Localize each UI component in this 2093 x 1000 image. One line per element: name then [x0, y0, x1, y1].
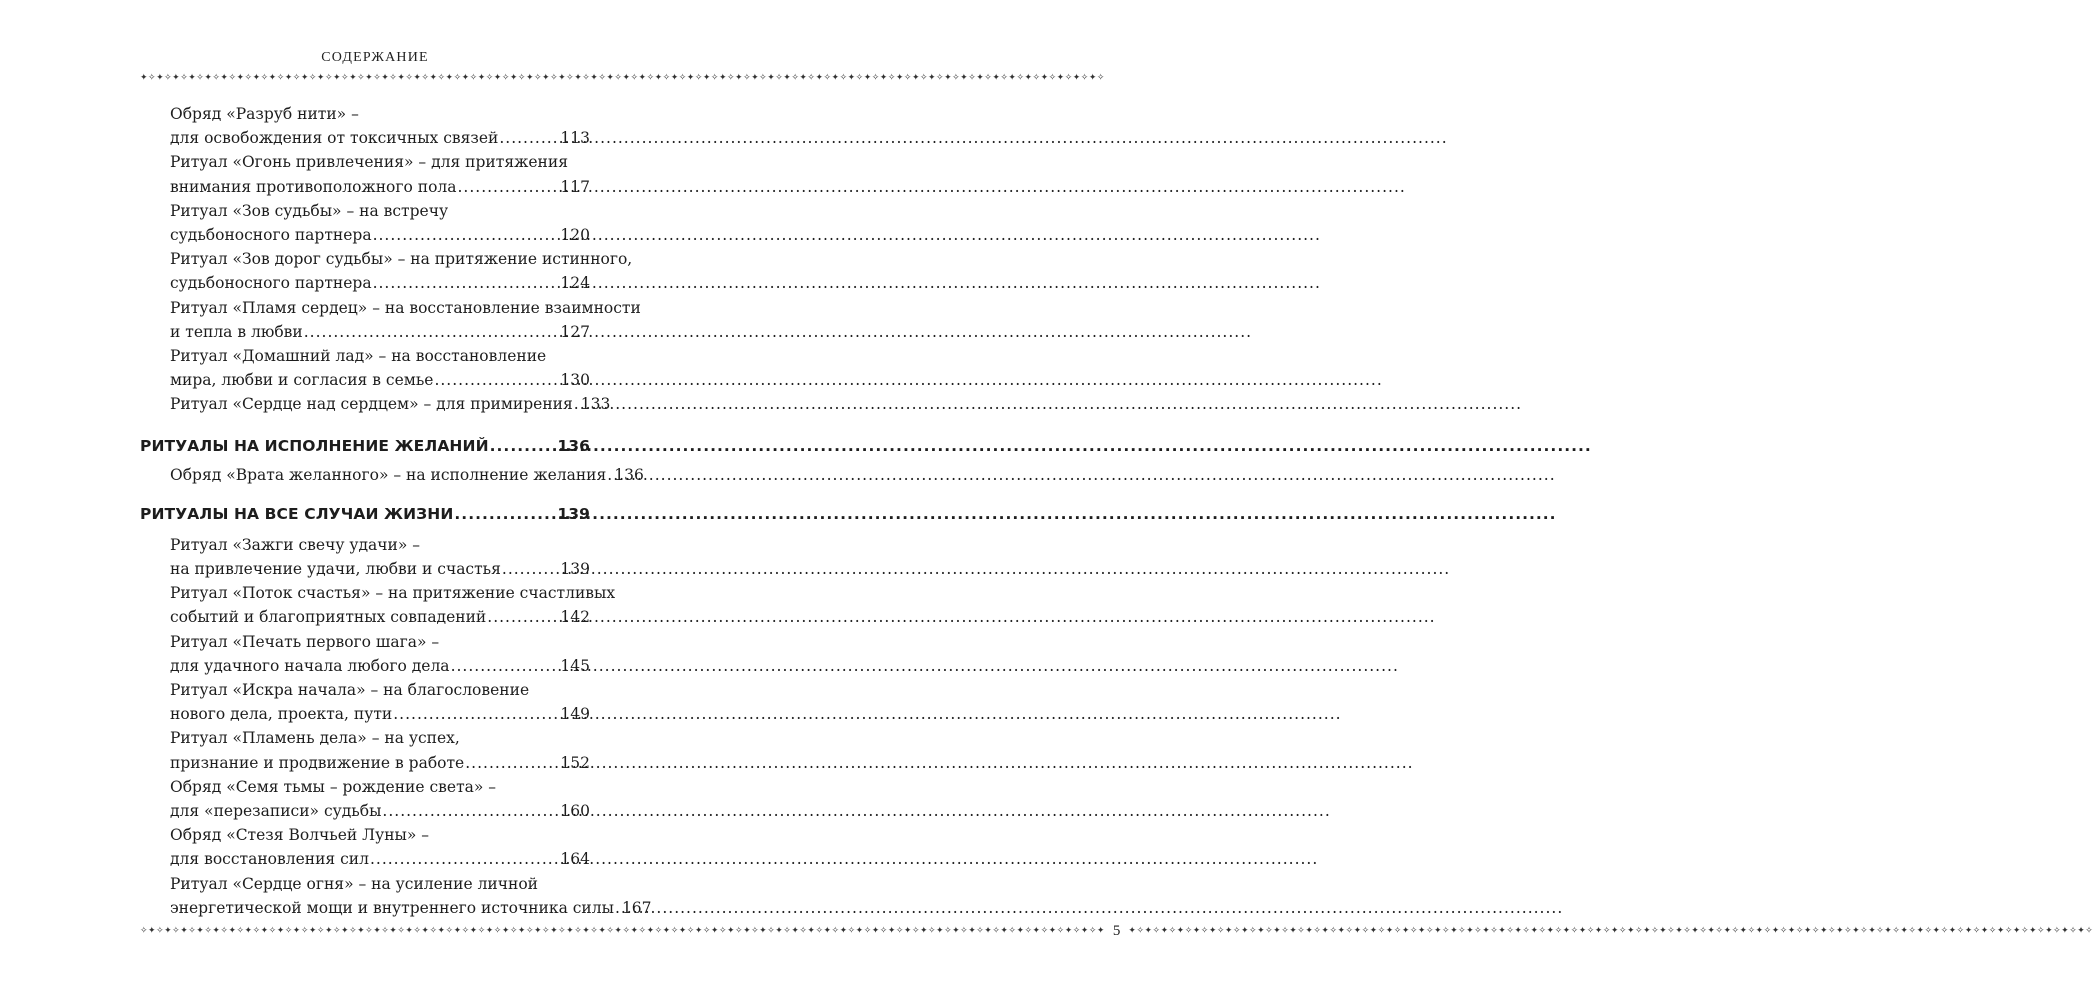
toc-entry-text: внимания противоположного пола	[170, 177, 457, 196]
toc-entry-title: Обряд «Семя тьмы – рождение света» –	[170, 777, 497, 796]
toc-entry-title: Ритуал «Зов дорог судьбы» – на притяжение истинного,	[170, 250, 633, 269]
dot-leader	[434, 368, 559, 392]
toc-entry-line	[170, 799, 590, 823]
toc-entry-title: Ритуал «Зажги свечу удачи» –	[170, 535, 421, 554]
toc-entry-line	[170, 605, 590, 629]
dot-leader	[373, 223, 560, 247]
toc-entry-title: Ритуал «Пламя сердец» – на восстановление взаимности	[170, 298, 641, 317]
toc-entry-text: на привлечение удачи, любви и счастья	[170, 560, 501, 579]
ornament-rule-bottom-left: ✦✧✦✧✦✧✦✧✦✧✦✧✦✧✦✧✦✧✦✧✦✧✦✧✦✧✦✧✦✧✦✧✦✧✦✧✦✧✦✧✦✧✦✧✦✧✦✧✦✧✦✧✦✧✦✧✦✧✦✧✦✧✦✧✦✧✦✧✦✧✦✧✦✧✦✧✦✧✦✧✦✧✦✧✦✧✦✧✦✧✦✧✦✧✦✧✦✧✦✧✦✧✦✧✦✧✦✧✦✧✦✧✦✧✦✧✦✧✦✧	[140, 926, 1105, 936]
ornament-rule-bottom-right: ✦✧✦✧✦✧✦✧✦✧✦✧✦✧✦✧✦✧✦✧✦✧✦✧✦✧✦✧✦✧✦✧✦✧✦✧✦✧✦✧✦✧✦✧✦✧✦✧✦✧✦✧✦✧✦✧✦✧✦✧✦✧✦✧✦✧✦✧✦✧✦✧✦✧✦✧✦✧✦✧✦✧✦✧✦✧✦✧✦✧✦✧✦✧✦✧✦✧✦✧✦✧✦✧✦✧✦✧✦✧✦✧✦✧✦✧✦✧✦✧	[1128, 926, 2093, 936]
dot-leader	[574, 392, 580, 416]
toc-entry-line	[170, 557, 590, 581]
toc-section-heading	[140, 435, 590, 457]
toc-entry	[140, 463, 644, 487]
toc-entry-text: для удачного начала любого дела	[170, 656, 450, 675]
dot-leader	[382, 799, 559, 823]
toc-entry	[140, 775, 590, 823]
toc-entry	[140, 392, 611, 416]
toc-section-heading	[140, 503, 590, 525]
table-of-contents	[140, 102, 652, 920]
toc-entry	[140, 630, 590, 678]
section-title: РИТУАЛЫ НА ИСПОЛНЕНИЕ ЖЕЛАНИЙ	[140, 436, 489, 455]
toc-entry-text: судьбоносного партнера	[170, 226, 372, 245]
toc-entry-title: Обряд «Стезя Волчьей Луны» –	[170, 826, 430, 845]
toc-entry-line	[170, 751, 590, 775]
page-footer	[140, 922, 2093, 939]
dot-leader	[370, 847, 559, 871]
toc-page-number: 142	[560, 608, 590, 627]
toc-entry-line	[170, 126, 590, 150]
toc-group-2	[140, 463, 644, 487]
toc-entry-line	[170, 368, 590, 392]
ornament-rule-top: ✦✧✦✧✦✧✦✧✦✧✦✧✦✧✦✧✦✧✦✧✦✧✦✧✦✧✦✧✦✧✦✧✦✧✦✧✦✧✦✧✦✧✦✧✦✧✦✧✦✧✦✧✦✧✦✧✦✧✦✧✦✧✦✧✦✧✦✧✦✧✦✧✦✧✦✧✦✧✦✧✦✧✦✧✦✧✦✧✦✧✦✧✦✧✦✧✦✧✦✧✦✧✦✧✦✧✦✧✦✧✦✧✦✧✦✧✦✧✦✧	[140, 73, 1105, 83]
toc-entry-text: энергетической мощи и внутреннего источника силы	[170, 898, 614, 917]
toc-entry-line	[170, 271, 590, 295]
toc-entry-line	[170, 654, 590, 678]
toc-entry-line	[170, 702, 590, 726]
toc-page-number: 160	[560, 802, 590, 821]
toc-page-number: 145	[560, 656, 590, 675]
toc-entry-line	[170, 896, 652, 920]
toc-entry-line	[170, 223, 590, 247]
page-number: 5	[1112, 922, 1121, 939]
section-page-number: 136	[557, 436, 590, 455]
toc-entry	[140, 344, 590, 392]
toc-entry-title: Обряд «Разруб нити» –	[170, 105, 359, 123]
toc-entry-title: Ритуал «Искра начала» – на благословение	[170, 681, 530, 700]
dot-leader	[373, 271, 560, 295]
toc-entry	[140, 199, 590, 247]
running-head: СОДЕРЖАНИЕ	[321, 50, 429, 65]
toc-entry-title: Ритуал «Огонь привлечения» – для притяжения	[170, 153, 568, 172]
toc-entry-text: для освобождения от токсичных связей	[170, 129, 499, 148]
toc-entry	[140, 533, 590, 581]
dot-leader	[490, 435, 557, 457]
toc-page-number: 152	[560, 753, 590, 772]
toc-entry-text: нового дела, проекта, пути	[170, 705, 393, 724]
toc-entry-text: Ритуал «Сердце над сердцем» – для примирения	[170, 395, 573, 414]
toc-entry-line	[170, 320, 590, 344]
toc-entry	[140, 150, 590, 198]
toc-entry	[140, 678, 590, 726]
toc-entry	[140, 872, 652, 920]
dot-leader	[454, 503, 556, 525]
toc-page-number: 164	[560, 850, 590, 869]
toc-page-number: 139	[560, 560, 590, 579]
toc-group-3	[140, 533, 652, 920]
toc-entry-title: Ритуал «Поток счастья» – на притяжение счастливых	[170, 584, 616, 603]
toc-entry-line	[170, 175, 590, 199]
dot-leader	[304, 320, 560, 344]
dot-leader	[451, 654, 560, 678]
toc-page-number: 113	[560, 129, 590, 148]
toc-page-number: 127	[560, 322, 590, 341]
dot-leader	[615, 896, 621, 920]
toc-entry	[140, 581, 616, 629]
toc-page-number: 133	[580, 395, 611, 414]
toc-entry-line	[170, 392, 611, 416]
dot-leader	[487, 605, 559, 629]
toc-entry	[140, 726, 590, 774]
dot-leader	[607, 463, 613, 487]
toc-entry-text: и тепла в любви	[170, 322, 303, 341]
dot-leader	[502, 557, 560, 581]
dot-leader	[458, 175, 560, 199]
toc-entry-text: событий и благоприятных совпадений	[170, 608, 487, 627]
section-page-number: 139	[557, 504, 590, 523]
toc-entry-text: мира, любви и согласия в семье	[170, 371, 434, 390]
toc-entry	[140, 823, 590, 871]
toc-page-number: 149	[560, 705, 590, 724]
toc-entry-line	[170, 463, 644, 487]
toc-entry-line	[170, 847, 590, 871]
toc-entry-text: для восстановления сил	[170, 850, 369, 869]
toc-entry	[140, 102, 590, 150]
toc-page-number: 120	[560, 226, 590, 245]
toc-entry-title: Ритуал «Печать первого шага» –	[170, 632, 440, 651]
toc-entry	[140, 296, 641, 344]
dot-leader	[465, 751, 559, 775]
toc-page-number: 124	[560, 274, 590, 293]
toc-page-number: 117	[560, 177, 590, 196]
toc-page-number: 130	[560, 371, 590, 390]
toc-page-number: 136	[614, 465, 644, 484]
toc-group-1	[140, 102, 641, 417]
toc-entry-text: Обряд «Врата желанного» – на исполнение желания	[170, 465, 607, 484]
toc-entry-title: Ритуал «Зов судьбы» – на встречу	[170, 201, 449, 220]
dot-leader	[393, 702, 559, 726]
dot-leader	[499, 126, 559, 150]
toc-entry-title: Ритуал «Сердце огня» – на усиление личной	[170, 874, 538, 893]
toc-entry-text: для «перезаписи» судьбы	[170, 802, 382, 821]
toc-entry-text: признание и продвижение в работе	[170, 753, 465, 772]
toc-entry-title: Ритуал «Домашний лад» – на восстановление	[170, 347, 547, 366]
toc-page-number: 167	[621, 898, 652, 917]
toc-entry-text: судьбоносного партнера	[170, 274, 372, 293]
section-title: РИТУАЛЫ НА ВСЕ СЛУЧАИ ЖИЗНИ	[140, 504, 454, 523]
toc-entry	[140, 247, 633, 295]
toc-entry-title: Ритуал «Пламень дела» – на успех,	[170, 729, 460, 748]
